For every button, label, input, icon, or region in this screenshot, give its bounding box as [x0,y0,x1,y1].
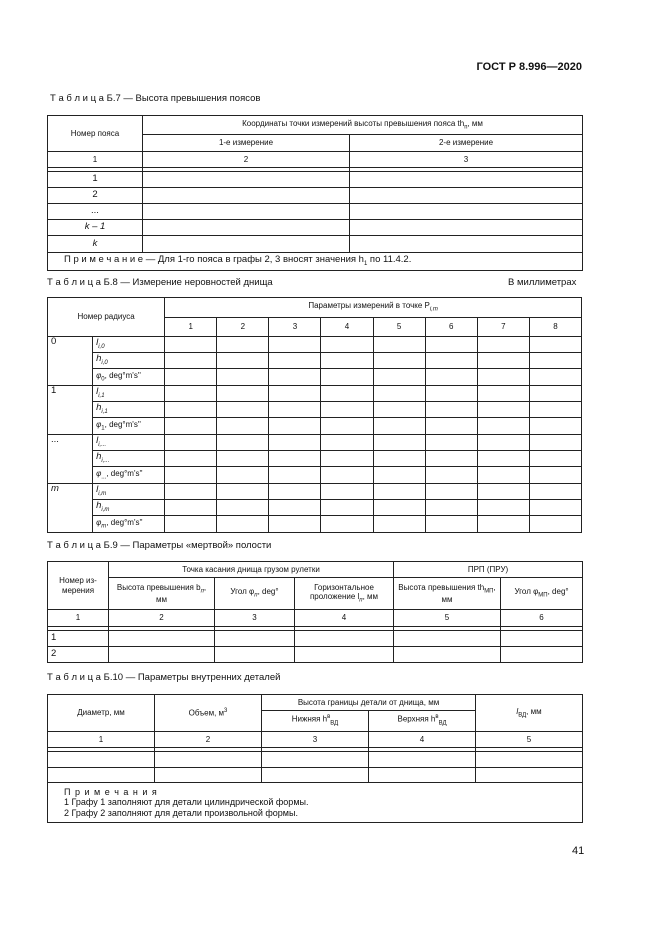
header-radius-number: Номер радиуса [48,298,165,337]
column-number: 1 [48,610,109,627]
row-param-phi: $\varphi_0$, deg°m's'' [93,369,165,386]
radius-label: ... [48,435,93,484]
header-l-vd: $l_{ВД}$, мм [476,695,583,732]
caption-text: — Параметры внутренних деталей [125,672,281,683]
column-number: 2 [109,610,215,627]
header-lower-height: Нижняя $h^в_{ВД}$ [262,711,369,732]
row-param-l: $l_{i,0}$ [93,337,165,353]
column-number: 4 [295,610,394,627]
header-angle-phi: Угол $\varphi_п$, deg° [215,578,295,610]
caption-text: — Высота превышения поясов [123,93,261,104]
column-number: 3 [215,610,295,627]
row-param-phi: $\varphi_1$, deg°m's'' [93,418,165,435]
table-row-label: 1 [48,631,109,647]
row-param-phi: $\varphi_{...}$, deg°m's'' [93,467,165,484]
table-b9-caption [47,540,271,551]
column-number: 5 [476,732,583,748]
table-row-label: 2 [48,188,143,204]
column-number: 5 [373,318,425,337]
page-number: 41 [572,845,585,857]
column-number: 1 [48,732,155,748]
table-row-label: 2 [48,647,109,663]
table-b10-caption [47,672,280,683]
row-param-h: $h_{i,0}$ [93,353,165,369]
radius-label: 1 [48,386,93,435]
header-measurement-number: Номер из-мерения [48,562,109,610]
caption-number: Б.8 [103,277,118,288]
row-param-h: $h_{i,...}$ [93,451,165,467]
caption-number: Б.9 [103,540,118,551]
radius-label: 0 [48,337,93,386]
table-row-label: k – 1 [48,220,143,236]
document-code: ГОСТ Р 8.996—2020 [476,61,582,73]
table-b10-notes [48,783,583,823]
table-row-label: k [48,236,143,253]
row-param-h: $h_{i,1}$ [93,402,165,418]
table-b8 [47,297,582,533]
note-1: 1 Графу 1 заполняют для детали цилиндрической формы. [64,797,309,808]
caption-number: Б.10 [103,672,124,683]
column-number: 2 [143,152,350,168]
header-contact-point: Точка касания днища грузом рулетки [109,562,394,578]
column-number: 2 [217,318,269,337]
column-number: 5 [394,610,501,627]
row-param-l: $l_{i,1}$ [93,386,165,402]
table-row-label: 1 [48,172,143,188]
note-2: 2 Графу 2 заполняют для детали произвольной формы. [64,807,298,818]
table-b8-caption [47,277,273,288]
header-volume: Объем, $м^3$ [155,695,262,732]
radius-label: m [48,484,93,533]
header-elevation-th: Высота превышения $th_{МП}$, мм [394,578,501,610]
column-number: 1 [48,152,143,168]
caption-prefix: Т а б л и ц а [47,277,101,288]
header-belt-number: Номер пояса [48,116,143,152]
table-b7 [47,115,583,271]
table-b7-note: П р и м е ч а н и е — Для 1-го пояса в графы 2, 3 вносят значения $h_1$ по 11.4.2. [48,253,583,271]
caption-prefix: Т а б л и ц а [50,93,104,104]
column-number: 3 [269,318,321,337]
header-boundary-height: Высота границы детали от днища, мм [262,695,476,711]
table-b9 [47,561,583,663]
caption-prefix: Т а б л и ц а [47,672,101,683]
header-diameter: Диаметр, мм [48,695,155,732]
header-angle-phi-mp: Угол $\varphi_{МП}$, deg° [501,578,583,610]
column-number: 7 [477,318,529,337]
table-b10 [47,694,583,823]
caption-text: — Параметры «мертвой» полости [120,540,272,551]
column-number: 1 [165,318,217,337]
header-measurement-2: 2-е измерение [350,135,583,152]
row-param-phi: $\varphi_m$, deg°m's'' [93,516,165,533]
column-number: 3 [262,732,369,748]
caption-prefix: Т а б л и ц а [47,540,101,551]
row-param-l: $l_{i,m}$ [93,484,165,500]
header-upper-height: Верхняя $h^в_{ВД}$ [369,711,476,732]
table-row-label: ... [48,204,143,220]
caption-number: Б.7 [106,93,121,104]
column-number: 8 [529,318,581,337]
column-number: 4 [369,732,476,748]
column-number: 6 [425,318,477,337]
units-note: В миллиметрах [508,277,577,288]
caption-text: — Измерение неровностей днища [120,277,273,288]
column-number: 2 [155,732,262,748]
column-number: 4 [321,318,373,337]
table-b7-caption [50,93,260,104]
header-horizontal-distance: Горизонтальное проложение $l_п$, мм [295,578,394,610]
row-param-h: $h_{i,m}$ [93,500,165,516]
column-number: 3 [350,152,583,168]
header-parameters: Параметры измерений в точке $P_{i,m}$ [165,298,582,318]
row-param-l: $l_{i,...}$ [93,435,165,451]
header-elevation-b: Высота превышения $b_п$, мм [109,578,215,610]
header-coordinates: Координаты точки измерений высоты превышения пояса $th_п$, мм [143,116,583,135]
column-number: 6 [501,610,583,627]
header-prp: ПРП (ПРУ) [394,562,583,578]
header-measurement-1: 1-е измерение [143,135,350,152]
notes-label: П р и м е ч а н и я [64,786,158,797]
